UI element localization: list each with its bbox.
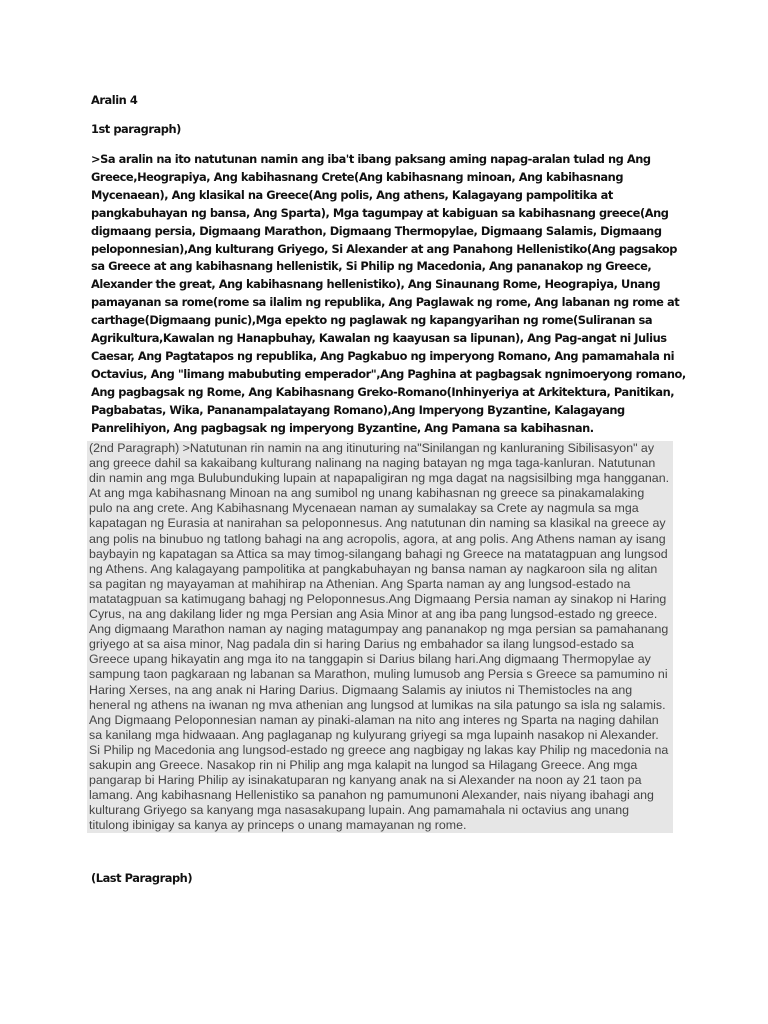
first-paragraph-label: 1st paragraph) — [91, 122, 181, 136]
lesson-title: Aralin 4 — [91, 93, 138, 107]
last-paragraph-label: (Last Paragraph) — [91, 871, 193, 885]
first-paragraph: >Sa aralin na ito natutunan namin ang iba't ibang paksang aming napag-aralan tulad ng Ang Greece,Heograpiya, Ang kabihasnang Crete(Ang kabihasnang minoan, Ang kabihasnang Mycenaean), Ang klasikal na Greece(Ang polis, Ang athens, Kalagayang pampolitika at pangkabuhayan ng bansa, Ang Sparta), Mga tagumpay at kabiguan sa kabihasnang greece(Ang digmaang persia, Digmaang Marathon, Digmaang Thermopylae, Digmaang Salamis, Digmaang peloponnesian),Ang kulturang Griyego, Si Alexander at ang Panahong Hellenistiko(Ang pagsakop sa Greece at ang kabihasnang hellenistik, Si Philip ng Macedonia, Ang pananakop ng Greece, Alexander the great, Ang kabihasnang hellenistiko), Ang Sinaunang Rome, Heograpiya, Unang pamayanan sa rome(rome sa ilalim ng republika, Ang Paglawak ng rome, Ang labanan ng rome at carthage(Digmaang punic),Mga epekto ng paglawak ng kapangyarihan ng rome(Suliranan sa Agrikultura,Kawalan ng Hanapbuhay, Kawalan ng kaayusan sa lipunan), Ang Pag-angat ni Julius Caesar, Ang Pagtatapos ng republika, Ang Pagkabuo ng imperyong Romano, Ang pamamahala ni Octavius, Ang "limang mabubuting emperador",Ang Paghina at pagbagsak ngnimoeryong romano, Ang pagbagsak ng Rome, Ang Kabihasnang Greko-Romano(Inhinyeriya at Arkitektura, Panitikan, Pagbabatas, Wika, Pananampalatayang Romano),Ang Imperyong Byzantine, Kalagayang Panrelihiyon, Ang pagbagsak ng imperyong Byzantine, Ang Pamana sa kabihasnan. — [91, 152, 686, 435]
second-paragraph: (2nd Paragraph) >Natutunan rin namin na ang itinuturing na"Sinilangan ng kanluraning Sibilisasyon" ay ang greece dahil sa kakaibang kulturang nalinang na naging batayan ng mga taga-kanluran. Natutunan din namin ang mga Bulubunduking lupain at napapaligiran ng mga dagat na nagsisilbing mga hangganan. At ang mga kabihasnang Minoan na ang sumibol ng unang kabihasnan ng greece sa pinakamalaking pulo na ang crete. Ang Kabihasnang Mycenaean naman ay sumalakay sa Crete ay nagmula sa mga kapatagan ng Eurasia at nanirahan sa peloponnesus. Ang natutunan din naming sa klasikal na greece ay ang polis na binubuo ng tatlong bahagi na ang acropolis, agora, at ang polis. Ang Athens naman ay isang baybayin ng kapatagan sa Attica sa may timog-silangang bahagi ng Greece na matatagpuan ang lungsod ng Athens. Ang kalagayang pampolitika at pangkabuhayan ng bansa naman ay nagkaroon sila ng alitan sa pagitan ng mayayaman at mahihirap na Athenian. Ang Sparta naman ay ang lungsod-estado na matatagpuan sa katimugang bahagj ng Peloponnesus.Ang Digmaang Persia naman ay sinakop ni Haring Cyrus, na ang dakilang lider ng mga Persian ang Asia Minor at ang iba pang lungsod-estado ng greece. Ang digmaang Marathon naman ay naging matagumpay ang pananakop ng mga persian sa pamahanang griyego at sa aisa minor, Nag padala din si haring Darius ng embahador sa ilang lungsod-estado sa Greece upang hikayatin ang mga ito na tanggapin si Darius bilang hari.Ang digmaang Thermopylae ay sampung taon pagkaraan ng labanan sa Marathon, muling lumusob ang Persia s Greece sa pamumino ni Haring Xerses, na ang anak ni Haring Darius. Digmaang Salamis ay iniutos ni Themistocles na ang heneral ng athens na iwanan ng mva athenian ang lungsod at lumikas na sila patungo sa isla ng salamis. Ang Digmaang Peloponnesian naman ay pinaki-alaman na nito ang interes ng Sparta na naging dahilan sa kanilang mga hidwaaan. Ang paglaganap ng kulyurang griyegi sa mga lupainh nasakop ni Alexander. Si Philip ng Macedonia ang lungsod-estado ng greece ang nagbigay ng lakas kay Philip ng macedonia na sakupin ang Greece. Nasakop rin ni Philip ang mga kalapit na lungod sa Hilagang Greece. Ang mga pangarap bi Haring Philip ay isinakatuparan ng kanyang anak na si Alexander na noon ay 21 taon pa lamang. Ang kabihasnang Hellenistiko sa panahon ng pamumunoni Alexander, nais niyang ibahagi ang kulturang Griyego sa kanyang mga nasasakupang lupain. Ang pamamahala ni octavius ang unang titulong ibinigay sa kanya ay princeps o unang mamayanan ng rome. — [87, 441, 673, 833]
